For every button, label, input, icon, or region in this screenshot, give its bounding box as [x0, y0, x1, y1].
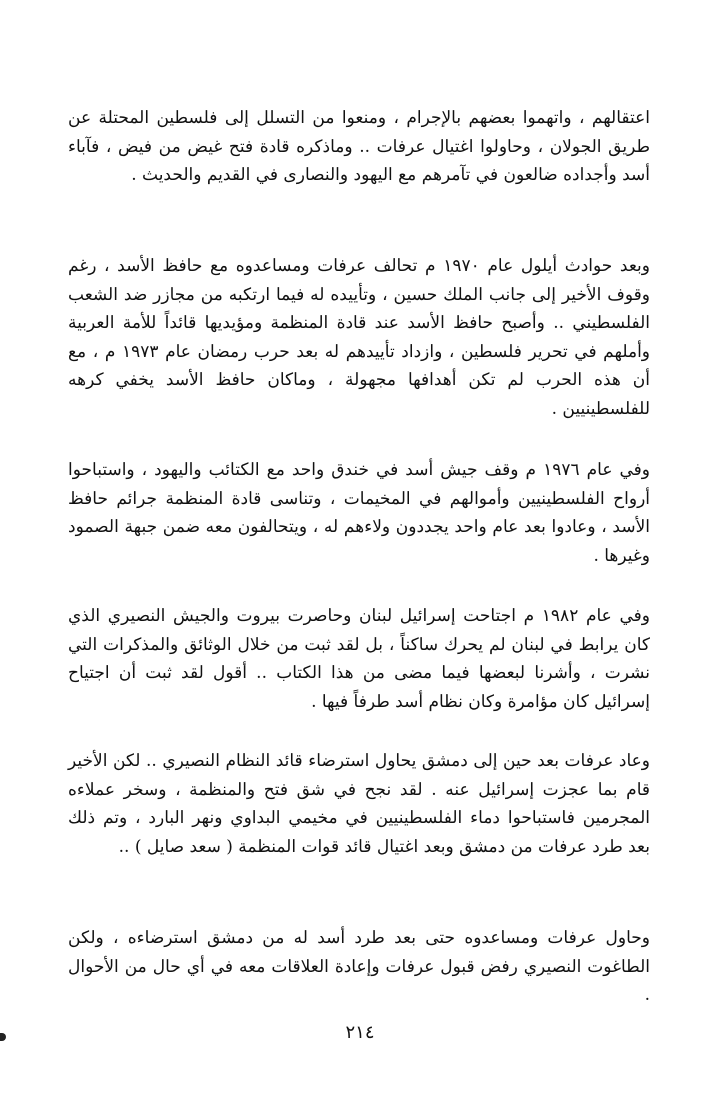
paragraph-4: وفي عام ١٩٨٢ م اجتاحت إسرائيل لبنان وحاصرت بيروت والجيش النصيري الذي كان يرابط في لبنان لم يحرك ساكناً ، بل لقد ثبت من خلال الوثائق والمذكرات التي نشرت ، وأشرنا لبعضها فيما مضى من هذا الكتاب .. أقول لقد ثبت أن اجتياح إسرائيل كان مؤامرة وكان نظام أسد طرفاً فيها .	[68, 606, 650, 712]
paragraph-5: وعاد عرفات بعد حين إلى دمشق يحاول استرضاء قائد النظام النصيري .. لكن الأخير قام بما عجزت إسرائيل عنه . لقد نجح في شق فتح والمنظمة ، وسخر عملاءه المجرمين فاستباحوا دماء الفلسطينيين في مخيمي البداوي ونهر البارد ، وتم ذلك بعد طرد عرفات من دمشق وبعد اغتيال قائد قوات المنظمة ( سعد صايل ) ..	[68, 751, 650, 857]
paragraph-3: وفي عام ١٩٧٦ م وقف جيش أسد في خندق واحد مع الكتائب واليهود ، واستباحوا أرواح الفلسطينيين وأموالهم في المخيمات ، وتناسى قادة المنظمة جرائم حافظ الأسد ، وعادوا بعد عام واحد يجددون ولاءهم له ، ويتحالفون معه ضمن جبهة الصمود وغيرها .	[68, 460, 650, 566]
paragraph-1: اعتقالهم ، واتهموا بعضهم بالإجرام ، ومنعوا من التسلل إلى فلسطين المحتلة عن طريق الجولان ، وحاولوا اغتيال عرفات .. وماذكره قادة فتح غيض من فيض ، فآباء أسد وأجداده ضالعون في تآمرهم مع اليهود والنصارى في القديم والحديث .	[68, 108, 650, 186]
paragraph-6: وحاول عرفات ومساعدوه حتى بعد طرد أسد له من دمشق استرضاءه ، ولكن الطاغوت النصيري رفض قبول عرفات وإعادة العلاقات معه في أي حال من الأحوال .	[68, 928, 650, 1006]
paragraph-2: وبعد حوادث أيلول عام ١٩٧٠ م تحالف عرفات ومساعدوه مع حافظ الأسد ، رغم وقوف الأخير إلى جانب الملك حسين ، وتأييده له فيما ارتكبه من مجازر ضد الشعب الفلسطيني .. وأصبح حافظ الأسد عند قادة المنظمة ومؤيديها قائداً للأمة العربية وأملهم في تحرير فلسطين ، وازداد تأييدهم له بعد حرب رمضان عام ١٩٧٣ م ، مع أن هذه الحرب لم تكن أهدافها مجهولة ، وماكان حافظ الأسد يخفي كرهه للفلسطينيين .	[68, 256, 651, 419]
page-body	[68, 104, 651, 1006]
page-number: ٢١٤	[345, 1022, 375, 1043]
